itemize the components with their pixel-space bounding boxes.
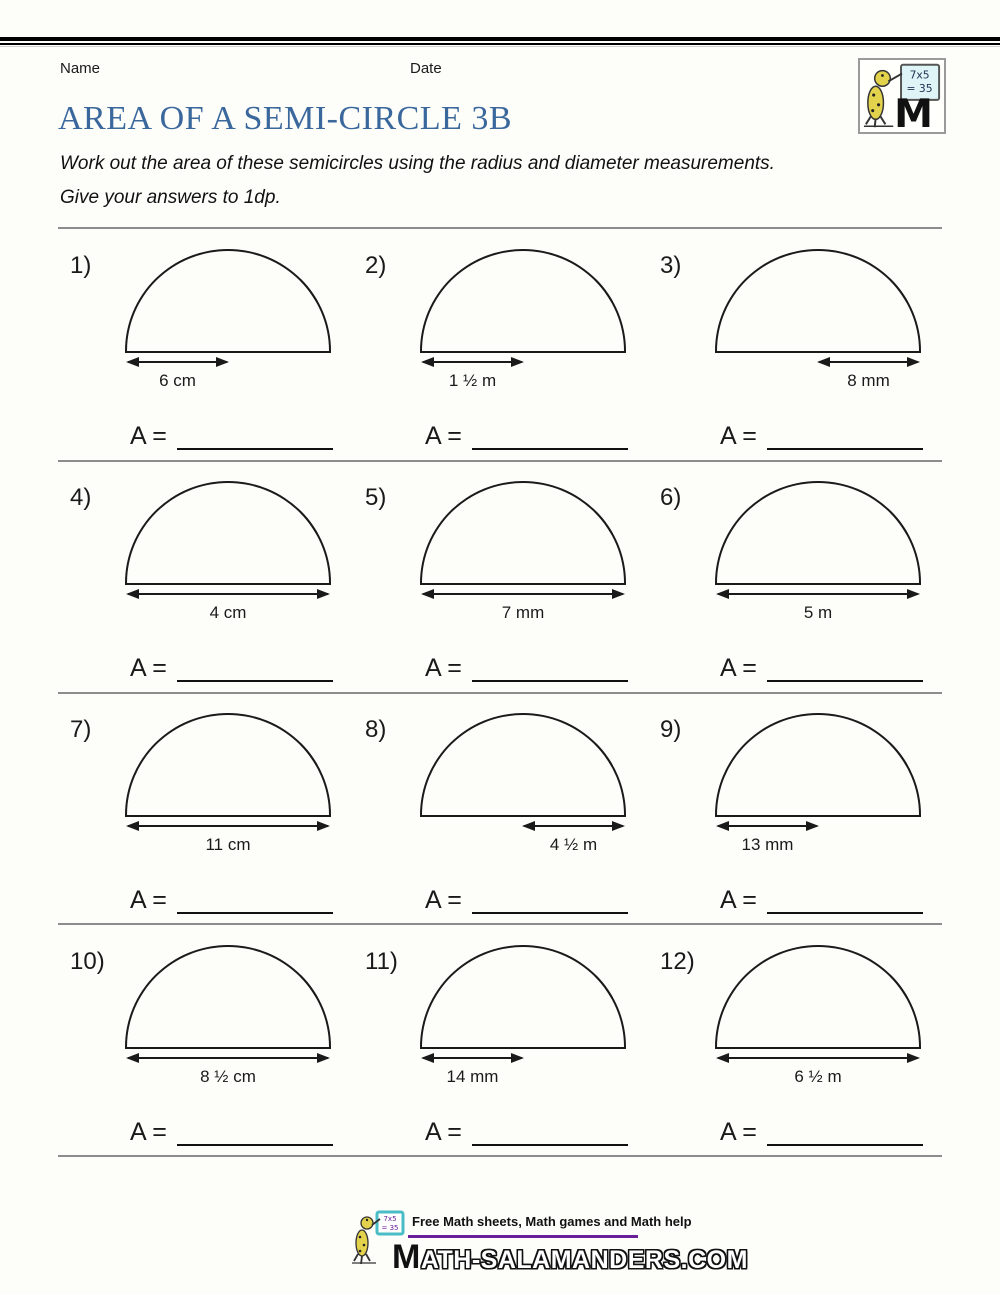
answer-blank-line <box>767 882 923 914</box>
answer-blank-line <box>177 1114 333 1146</box>
answer-prefix: A = <box>130 1117 167 1146</box>
semicircle-shape <box>715 481 921 585</box>
problem-number: 11) <box>365 948 398 975</box>
problem-2 <box>355 230 650 458</box>
math-salamanders-logo <box>858 58 946 134</box>
problem-7 <box>60 694 355 922</box>
answer-row <box>720 882 923 914</box>
m-letter-logo: M <box>894 92 934 131</box>
name-field-label: Name <box>60 60 101 77</box>
measurement-label: 8 mm <box>847 371 890 390</box>
semicircle-shape <box>715 945 921 1049</box>
problem-number: 9) <box>660 716 682 743</box>
measurement-arrow <box>421 357 524 367</box>
answer-blank-line <box>177 650 333 682</box>
top-border-line-3 <box>0 46 1000 47</box>
problem-number: 2) <box>365 252 387 279</box>
measurement-label: 13 mm <box>741 835 794 854</box>
problem-10 <box>60 926 355 1154</box>
measurement-label: 11 cm <box>205 835 251 854</box>
problem-number: 7) <box>70 716 92 743</box>
problem-number: 4) <box>70 484 92 511</box>
semicircle-shape <box>715 249 921 353</box>
answer-row <box>720 650 923 682</box>
measurement-arrow <box>716 589 920 599</box>
measurement-label: 7 mm <box>501 603 545 622</box>
section-divider <box>58 923 942 925</box>
answer-row <box>425 418 628 450</box>
answer-blank-line <box>472 1114 628 1146</box>
problem-number: 12) <box>660 948 695 975</box>
problem-3 <box>650 230 945 458</box>
measurement-arrow <box>126 357 229 367</box>
semicircle-shape <box>420 249 626 353</box>
section-divider <box>58 227 942 229</box>
answer-prefix: A = <box>130 653 167 682</box>
answer-row <box>425 1114 628 1146</box>
measurement-arrow <box>126 589 330 599</box>
svg-text:= 35: = 35 <box>381 1224 399 1232</box>
measurement-arrow <box>126 821 330 831</box>
answer-blank-line <box>177 882 333 914</box>
page-title: AREA OF A SEMI-CIRCLE 3B <box>58 100 513 137</box>
problem-number: 3) <box>660 252 682 279</box>
measurement-label: 14 mm <box>446 1067 499 1086</box>
svg-text:7x5: 7x5 <box>909 68 930 82</box>
answer-row <box>130 650 333 682</box>
semicircle-shape <box>125 945 331 1049</box>
top-border-line <box>0 37 1000 41</box>
measurement-arrow <box>716 1053 920 1063</box>
answer-prefix: A = <box>425 1117 462 1146</box>
answer-prefix: A = <box>130 885 167 914</box>
problem-number: 10) <box>70 948 105 975</box>
answer-prefix: A = <box>425 885 462 914</box>
measurement-arrow <box>421 589 625 599</box>
answer-prefix: A = <box>425 421 462 450</box>
footer-site-name: MATH-SALAMANDERS.COM <box>392 1238 748 1276</box>
answer-row <box>130 418 333 450</box>
measurement-arrow <box>126 1053 330 1063</box>
problem-1 <box>60 230 355 458</box>
answer-row <box>720 1114 923 1146</box>
measurement-arrow <box>716 821 819 831</box>
answer-row <box>130 1114 333 1146</box>
semicircle-shape <box>125 249 331 353</box>
semicircle-shape <box>420 481 626 585</box>
problem-8 <box>355 694 650 922</box>
answer-prefix: A = <box>720 1117 757 1146</box>
answer-blank-line <box>767 1114 923 1146</box>
semicircle-shape <box>420 713 626 817</box>
problem-4 <box>60 462 355 690</box>
problem-6 <box>650 462 945 690</box>
problem-number: 1) <box>70 252 92 279</box>
measurement-label: 6 cm <box>159 371 196 390</box>
answer-blank-line <box>767 650 923 682</box>
measurement-label: 1 ½ m <box>448 371 497 390</box>
footer-tagline: Free Math sheets, Math games and Math help <box>412 1214 692 1229</box>
measurement-label: 6 ½ m <box>794 1067 842 1086</box>
instructions-line-1: Work out the area of these semicircles using the radius and diameter measurements. <box>60 153 775 174</box>
problem-11 <box>355 926 650 1154</box>
problem-number: 8) <box>365 716 387 743</box>
answer-row <box>425 882 628 914</box>
svg-text:= 35: = 35 <box>906 82 933 96</box>
measurement-label: 5 m <box>803 603 833 622</box>
answer-prefix: A = <box>720 885 757 914</box>
problem-12 <box>650 926 945 1154</box>
semicircle-shape <box>420 945 626 1049</box>
measurement-arrow <box>817 357 920 367</box>
answer-row <box>130 882 333 914</box>
problem-5 <box>355 462 650 690</box>
instructions-line-2: Give your answers to 1dp. <box>60 187 281 208</box>
measurement-label: 8 ½ cm <box>200 1067 256 1086</box>
answer-blank-line <box>177 418 333 450</box>
answer-prefix: A = <box>720 421 757 450</box>
problem-number: 5) <box>365 484 387 511</box>
salamander-logo-icon <box>861 61 943 131</box>
date-field-label: Date <box>410 60 442 77</box>
measurement-label: 4 cm <box>209 603 247 622</box>
answer-blank-line <box>472 650 628 682</box>
measurement-arrow <box>421 1053 524 1063</box>
measurement-arrow <box>522 821 625 831</box>
svg-text:7x5: 7x5 <box>383 1215 397 1223</box>
answer-prefix: A = <box>720 653 757 682</box>
measurement-label: 4 ½ m <box>549 835 598 854</box>
answer-blank-line <box>767 418 923 450</box>
section-divider <box>58 1155 942 1157</box>
semicircle-shape <box>715 713 921 817</box>
problem-9 <box>650 694 945 922</box>
top-border-line-2 <box>0 43 1000 45</box>
answer-blank-line <box>472 418 628 450</box>
answer-prefix: A = <box>130 421 167 450</box>
problem-number: 6) <box>660 484 682 511</box>
answer-prefix: A = <box>425 653 462 682</box>
answer-blank-line <box>472 882 628 914</box>
answer-row <box>425 650 628 682</box>
answer-row <box>720 418 923 450</box>
semicircle-shape <box>125 713 331 817</box>
semicircle-shape <box>125 481 331 585</box>
